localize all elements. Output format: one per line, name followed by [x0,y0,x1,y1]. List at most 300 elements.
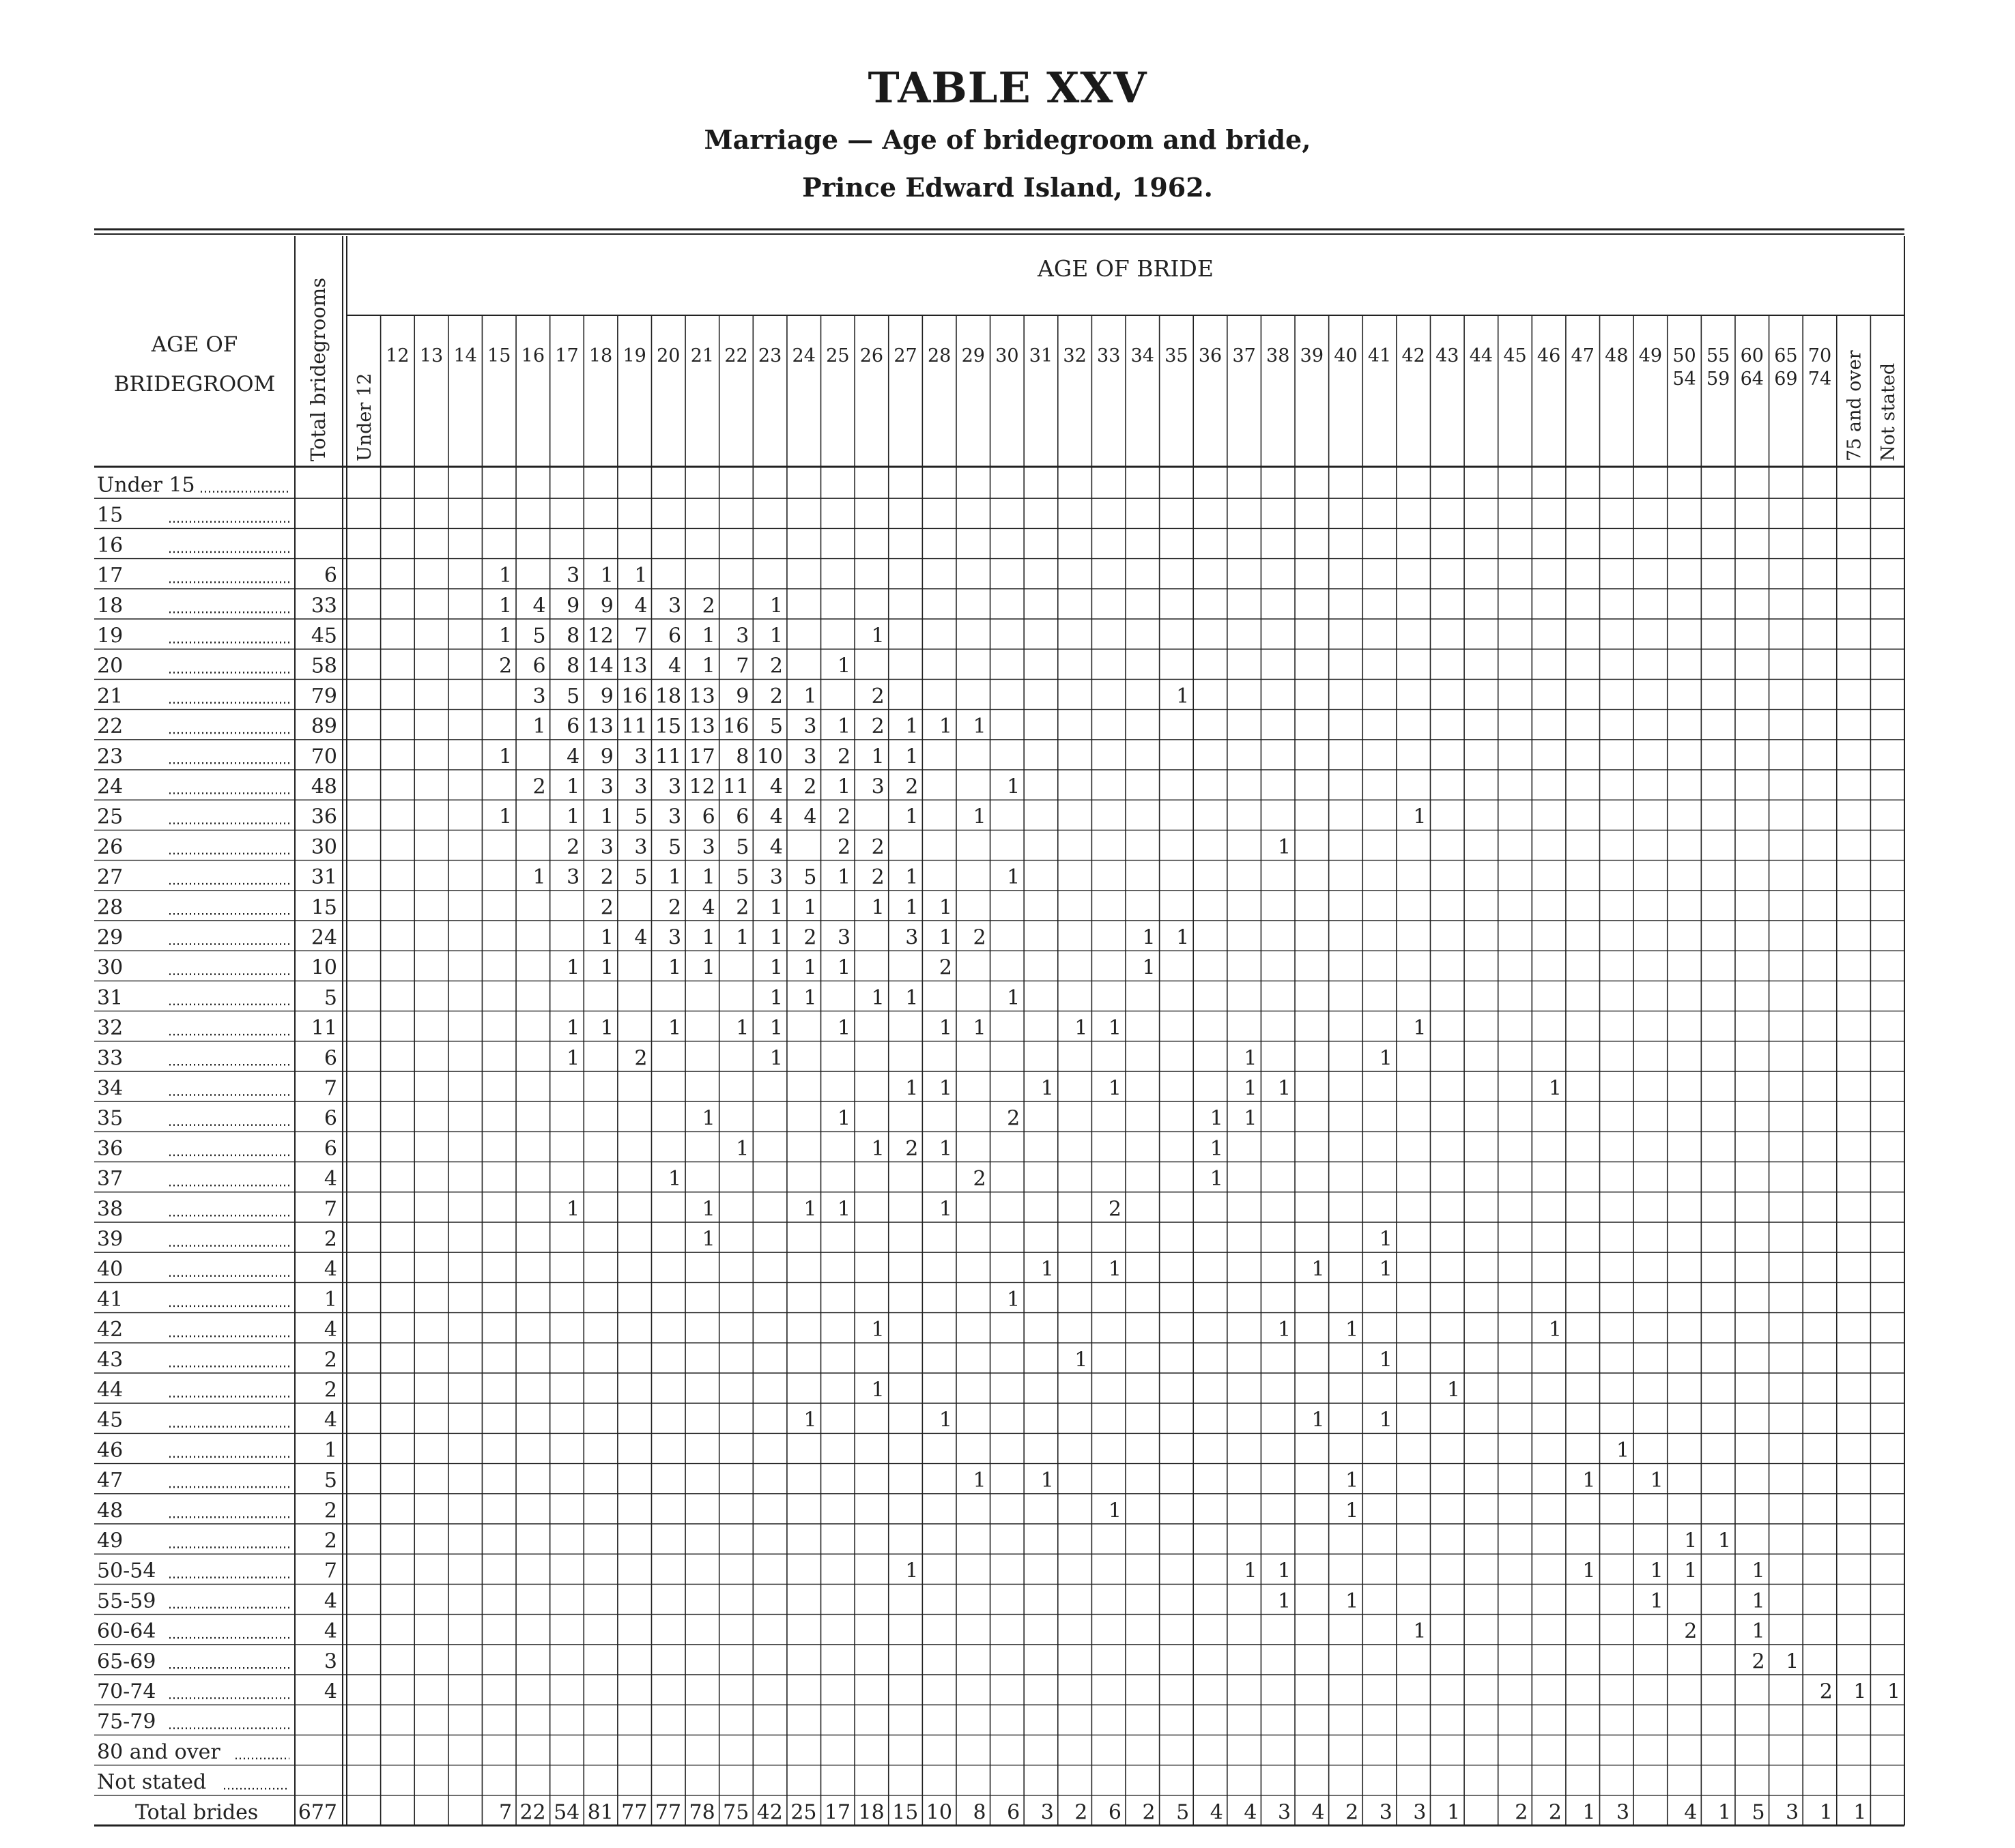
column-header: 36 [1198,345,1223,366]
cell-value: 2 [1752,1649,1765,1674]
row-total: 4 [324,1679,337,1704]
cell-value: 5 [567,684,580,708]
cell-value: 3 [668,775,682,799]
cell-value: 1 [1650,1469,1663,1493]
cell-value: 17 [824,1800,851,1825]
column-header: 17 [555,345,579,366]
cell-value: 4 [1244,1800,1257,1825]
row-label: 15 [97,503,124,528]
cell-value: 1 [1210,1136,1223,1161]
row-label: 43 [97,1348,124,1372]
row-label: 47 [97,1469,124,1493]
cell-value: 3 [634,835,648,859]
cell-value: 2 [1684,1619,1698,1644]
cell-value: 1 [1244,1106,1257,1131]
cell-value: 18 [655,684,682,708]
cell-value: 13 [689,684,715,708]
cell-value: 1 [769,985,783,1010]
cell-value: 11 [723,775,749,799]
cell-value: 1 [838,1197,851,1222]
row-label: 34 [97,1076,124,1101]
row-total: 11 [311,1016,337,1041]
cell-value: 3 [668,594,682,618]
cell-value: 1 [905,1559,919,1583]
cell-value: 3 [702,835,715,859]
row-label: 39 [97,1227,124,1252]
row-total: 45 [311,624,337,648]
cell-value: 1 [1650,1559,1663,1583]
cell-value: 1 [1040,1469,1054,1493]
cell-value: 1 [600,925,614,950]
column-header: 45 [1503,345,1527,366]
cell-value: 3 [567,564,580,588]
cell-value: 3 [803,745,817,769]
column-header: 44 [1469,345,1494,366]
row-total: 4 [324,1408,337,1432]
cell-value: 1 [1277,1076,1291,1101]
cell-value: 1 [1007,865,1020,890]
cell-value: 1 [1887,1679,1900,1704]
cell-value: 3 [1413,1800,1427,1825]
cell-value: 4 [769,775,783,799]
cell-value: 1 [1379,1348,1392,1372]
cell-value: 1 [905,865,919,890]
cell-value: 1 [1582,1559,1596,1583]
row-total: 10 [311,955,337,980]
cell-value: 77 [621,1800,648,1825]
cell-value: 4 [702,895,715,920]
cell-value: 2 [1515,1800,1528,1825]
cell-value: 1 [498,745,513,769]
cell-value: 1 [702,624,715,648]
cell-value: 1 [871,1318,885,1342]
table-subtitle-line-1: Marriage — Age of bridegroom and bride, [704,124,1311,155]
cell-value: 1 [668,1016,682,1041]
row-total: 70 [311,745,337,769]
cell-value: 1 [1413,1619,1427,1644]
cell-value: 1 [973,714,986,739]
cell-value: 1 [803,985,817,1010]
column-header: 75 and over [1844,350,1866,461]
cell-value: 1 [1616,1438,1630,1462]
row-label: 75-79 [97,1709,156,1734]
cell-value: 5 [769,714,783,739]
column-header: 49 [1638,345,1663,366]
row-label: 16 [97,533,124,558]
cell-value: 1 [871,895,885,920]
cell-value: 1 [769,1046,783,1071]
total-bridegrooms-header: Total bridegrooms [306,277,330,461]
cell-value: 1 [1650,1589,1663,1613]
cell-value: 6 [532,654,546,678]
cell-value: 1 [1074,1016,1088,1041]
row-label: 35 [97,1106,124,1131]
column-header: 25 [826,345,850,366]
cell-value: 8 [736,745,749,769]
cell-value: 10 [756,745,783,769]
row-label: 31 [97,985,124,1010]
cell-value: 1 [939,1136,952,1161]
cell-value: 1 [905,805,919,829]
cell-value: 3 [600,775,614,799]
column-header: 15 [487,345,511,366]
row-total: 6 [324,1046,337,1071]
row-label: 19 [97,624,124,648]
cell-value: 2 [871,835,885,859]
cell-value: 1 [1345,1469,1359,1493]
cell-value: 1 [1582,1469,1596,1493]
cell-value: 1 [905,745,919,769]
cell-value: 1 [1752,1589,1765,1613]
cell-value: 2 [1108,1197,1121,1222]
cell-value: 13 [587,714,614,739]
cell-value: 1 [1548,1318,1562,1342]
row-label: 26 [97,835,124,859]
cell-value: 1 [567,1016,580,1041]
cell-value: 1 [769,955,783,980]
row-total: 7 [324,1197,337,1222]
cell-value: 1 [567,1046,580,1071]
cell-value: 15 [655,714,682,739]
cell-value: 1 [1040,1257,1054,1282]
column-header: 37 [1232,345,1256,366]
cell-value: 1 [1379,1408,1392,1432]
cell-value: 3 [1040,1800,1054,1825]
row-total: 4 [324,1589,337,1613]
column-header: 24 [792,345,816,366]
cell-value: 1 [702,654,715,678]
cell-value: 42 [756,1800,783,1825]
cell-value: 1 [973,805,986,829]
row-label: 70-74 [97,1679,156,1704]
column-header: 28 [927,345,952,366]
cell-value: 1 [498,594,513,618]
row-label: 41 [97,1287,124,1312]
cell-value: 1 [769,624,783,648]
cell-value: 2 [567,835,580,859]
cell-value: 1 [567,1197,580,1222]
cell-value: 7 [736,654,749,678]
column-header: 19 [623,345,646,366]
cell-value: 1 [769,895,783,920]
cell-value: 2 [905,775,919,799]
cell-value: 1 [838,1016,851,1041]
cell-value: 1 [702,1227,715,1252]
row-label: 32 [97,1016,124,1041]
cell-value: 3 [838,925,851,950]
cell-value: 2 [634,1046,648,1071]
cell-value: 16 [723,714,749,739]
cell-value: 2 [1548,1800,1562,1825]
row-label: 30 [97,955,124,980]
row-label: 65-69 [97,1649,156,1674]
cell-value: 2 [1345,1800,1359,1825]
row-total: 58 [311,654,337,678]
cell-value: 5 [803,865,817,890]
cell-value: 3 [1786,1800,1799,1825]
cell-value: 3 [736,624,749,648]
cell-value: 5 [532,624,546,648]
cell-value: 16 [621,684,648,708]
column-header: 22 [724,345,748,366]
cell-value: 1 [939,1016,952,1041]
column-header: 27 [894,345,917,366]
column-header: 40 [1334,345,1358,366]
cell-value: 3 [803,714,817,739]
cell-value: 1 [1108,1499,1121,1523]
row-label: 45 [97,1408,124,1432]
row-label: Not stated [97,1770,207,1795]
cell-value: 1 [600,564,614,588]
cell-value: 1 [871,1378,885,1402]
row-label: 18 [97,594,124,618]
column-header: 33 [1097,345,1121,366]
cell-value: 1 [905,1076,919,1101]
cell-value: 1 [600,805,614,829]
row-label: 21 [97,684,124,708]
cell-value: 2 [702,594,715,618]
column-header: 50 [1672,345,1696,366]
cell-value: 9 [600,684,614,708]
column-header: Not stated [1878,362,1900,461]
cell-value: 4 [532,594,546,618]
cell-value: 3 [871,775,885,799]
column-header: 47 [1571,345,1595,366]
row-label: 55-59 [97,1589,156,1613]
cell-value: 2 [1074,1800,1088,1825]
cell-value: 1 [1345,1589,1359,1613]
row-label: 46 [97,1438,124,1462]
cell-value: 1 [1548,1076,1562,1101]
cell-value: 1 [1007,775,1020,799]
cell-value: 4 [634,925,648,950]
cell-value: 1 [668,1167,682,1192]
cell-value: 2 [838,835,851,859]
cell-value: 2 [871,865,885,890]
cell-value: 1 [905,895,919,920]
cell-value: 77 [655,1800,682,1825]
cell-value: 1 [939,1408,952,1432]
row-label: 37 [97,1167,124,1192]
cell-value: 1 [1345,1318,1359,1342]
cell-value: 1 [702,1197,715,1222]
column-header: 54 [1672,369,1696,390]
cell-value: 2 [769,654,783,678]
row-total: 24 [311,925,337,950]
column-header: 18 [588,345,613,366]
cell-value: 1 [1311,1408,1325,1432]
cell-value: 2 [1819,1679,1833,1704]
row-label: 29 [97,925,124,950]
cell-value: 17 [689,745,715,769]
cell-value: 1 [1413,805,1427,829]
cell-value: 8 [567,624,580,648]
cell-value: 14 [587,654,614,678]
cell-value: 10 [926,1800,952,1825]
cell-value: 3 [1379,1800,1392,1825]
row-total: 6 [324,1106,337,1131]
column-header: 48 [1605,345,1629,366]
bride-header: AGE OF BRIDE [1038,255,1214,282]
cell-value: 1 [702,1106,715,1131]
column-header: 16 [521,345,545,366]
column-header: 26 [859,345,884,366]
row-label: 40 [97,1257,124,1282]
cell-value: 3 [1616,1800,1630,1825]
cell-value: 3 [600,835,614,859]
cell-value: 2 [532,775,546,799]
cell-value: 6 [1007,1800,1020,1825]
cell-value: 1 [1717,1529,1731,1553]
cell-value: 3 [905,925,919,950]
row-total: 6 [324,564,337,588]
cell-value: 1 [838,865,851,890]
cell-value: 1 [1277,1589,1291,1613]
column-header: 13 [419,345,444,366]
cell-value: 1 [1379,1227,1392,1252]
row-label: 44 [97,1378,124,1402]
cell-value: 1 [1446,1800,1461,1825]
row-total: 2 [324,1378,337,1402]
column-header: 31 [1029,345,1053,366]
cell-value: 6 [668,624,682,648]
cell-value: 1 [1684,1559,1698,1583]
row-label: 27 [97,865,124,890]
row-header-line-1: AGE OF [151,332,238,357]
cell-value: 11 [621,714,648,739]
cell-value: 1 [736,925,749,950]
cell-value: 1 [702,925,715,950]
cell-value: 1 [1142,955,1156,980]
row-total: 89 [311,714,337,739]
cell-value: 5 [634,805,648,829]
column-header: 43 [1435,345,1459,366]
column-header: 74 [1807,369,1832,390]
cell-value: 9 [600,745,614,769]
cell-value: 1 [1244,1046,1257,1071]
row-total: 4 [324,1318,337,1342]
cell-value: 1 [871,985,885,1010]
column-header: Under 12 [354,373,375,461]
cell-value: 1 [769,1016,783,1041]
cell-value: 1 [1752,1619,1765,1644]
cell-value: 2 [939,955,952,980]
cell-value: 1 [1277,1559,1291,1583]
column-header: 39 [1300,345,1324,366]
column-header: 38 [1266,345,1290,366]
row-total: 4 [324,1619,337,1644]
cell-value: 1 [702,865,715,890]
column-header: 29 [961,345,985,366]
row-total: 2 [324,1529,337,1553]
cell-value: 13 [689,714,715,739]
row-label: 42 [97,1318,124,1342]
cell-value: 1 [871,1136,885,1161]
cell-value: 1 [1345,1499,1359,1523]
cell-value: 1 [1752,1559,1765,1583]
row-label: 60-64 [97,1619,156,1644]
row-total: 5 [324,985,337,1010]
cell-value: 1 [838,714,851,739]
cell-value: 4 [634,594,648,618]
cell-value: 1 [838,955,851,980]
cell-value: 3 [668,925,682,950]
cell-value: 1 [1007,985,1020,1010]
cell-value: 12 [587,624,614,648]
cell-value: 4 [803,805,817,829]
row-total: 36 [311,805,337,829]
column-header: 32 [1063,345,1087,366]
cell-value: 1 [1379,1046,1392,1071]
cell-value: 8 [973,1800,986,1825]
row-label: 36 [97,1136,124,1161]
cell-value: 3 [532,684,546,708]
cell-value: 1 [1311,1257,1325,1282]
row-label: 24 [97,775,124,799]
row-header-line-2: BRIDEGROOM [113,372,276,396]
cell-value: 1 [803,895,817,920]
page-title: TABLE XXV [868,63,1147,113]
cell-value: 2 [803,775,817,799]
cell-value: 1 [973,1469,986,1493]
cell-value: 3 [634,775,648,799]
cell-value: 1 [803,1197,817,1222]
cell-value: 18 [858,1800,885,1825]
cell-value: 1 [939,925,952,950]
row-total: 2 [324,1348,337,1372]
cell-value: 1 [803,1408,817,1432]
cell-value: 5 [1176,1800,1190,1825]
cell-value: 5 [736,835,749,859]
cell-value: 1 [1582,1800,1596,1825]
cell-value: 2 [498,654,513,678]
column-header: 20 [657,345,681,366]
cell-value: 1 [1040,1076,1054,1101]
cell-value: 2 [838,805,851,829]
cell-value: 1 [871,745,885,769]
cell-value: 1 [1413,1016,1427,1041]
cell-value: 1 [769,594,783,618]
cell-value: 1 [567,955,580,980]
row-total: 2 [324,1499,337,1523]
cell-value: 1 [1007,1287,1020,1312]
cell-value: 25 [790,1800,817,1825]
cell-value: 1 [1244,1559,1257,1583]
cell-value: 5 [668,835,682,859]
cell-value: 2 [803,925,817,950]
row-label: 25 [97,805,124,829]
row-label: 22 [97,714,124,739]
row-total: 31 [311,865,337,890]
cell-value: 2 [871,684,885,708]
cell-value: 1 [498,624,513,648]
column-header: 41 [1367,345,1392,366]
column-header: 42 [1401,345,1425,366]
column-header: 14 [453,345,477,366]
cell-value: 2 [973,1167,986,1192]
cell-value: 1 [1277,1318,1291,1342]
row-label: 33 [97,1046,124,1071]
cell-value: 1 [567,775,580,799]
grand-total: 677 [298,1800,337,1825]
cell-value: 2 [668,895,682,920]
column-header: 70 [1807,345,1832,366]
cell-value: 3 [769,865,783,890]
row-total: 6 [324,1136,337,1161]
cell-value: 9 [600,594,614,618]
cell-value: 1 [1853,1679,1867,1704]
cell-value: 1 [1108,1016,1121,1041]
